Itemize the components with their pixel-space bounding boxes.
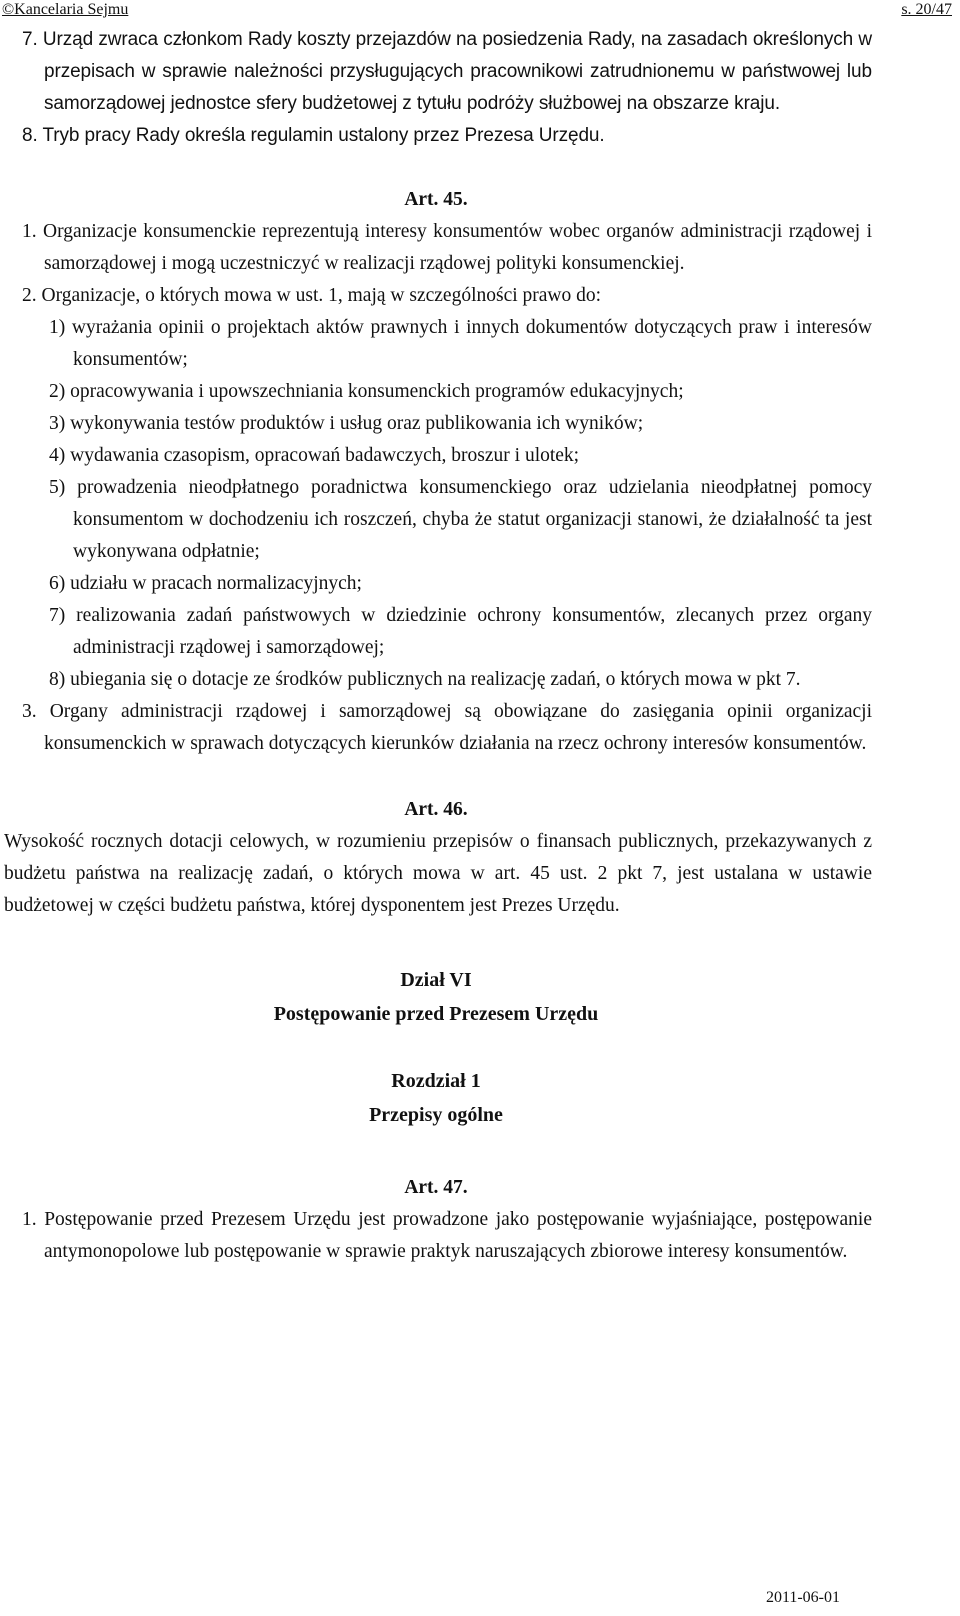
art47-ust-1: 1. Postępowanie przed Prezesem Urzędu jest prowadzone jako postępowanie wyjaśniające, postępowanie antymonopolowe lub postępowanie w sprawie praktyk naruszających zbiorowe interesy konsumentów.	[22, 1209, 872, 1262]
source-label: ©Kancelaria Sejmu	[2, 1, 129, 18]
art45-points-list	[0, 312, 872, 696]
page-header	[0, 0, 960, 20]
footer-date: 2011-06-01	[765, 1589, 840, 1606]
art45-ust-3: 3. Organy administracji rządowej i samorządowej są obowiązane do zasięgania opinii organizacji konsumenckich w sprawach dotyczących kierunków działania na rzecz ochrony interesów konsumentów.	[22, 701, 872, 754]
list-item: 8) ubiegania się o dotacje ze środków publicznych na realizację zadań, o których mowa w pkt 7.	[49, 669, 801, 690]
page-footer	[766, 1588, 840, 1608]
art46-text: Wysokość rocznych dotacji celowych, w rozumieniu przepisów o finansach publicznych, przekazywanych z budżetu państwa na realizację zadań, o których mowa w art. 45 ust. 2 pkt 7, jest ustalana w ustawie budżetowej w części budżetu państwa, której dysponentem jest Prezes Urzędu.	[4, 831, 872, 916]
list-item: 3) wykonywania testów produktów i usług oraz publikowania ich wyników;	[49, 413, 644, 434]
intro-section	[0, 24, 872, 152]
chapter-title: Przepisy ogólne	[369, 1104, 503, 1126]
list-item: 2) opracowywania i upowszechniania konsumenckich programów edukacyjnych;	[49, 381, 684, 402]
list-item: 5) prowadzenia nieodpłatnego poradnictwa konsumenckiego oraz udzielania nieodpłatnej pomocy konsumentom w dochodzeniu ich roszczeń, chyba że statut organizacji stanowi, że działalność ta jest wykonywana odpłatnie;	[49, 477, 872, 562]
page-number: s. 20/47	[901, 1, 952, 18]
document-body	[0, 24, 872, 1268]
paragraph-8: 8. Tryb pracy Rady określa regulamin ustalony przez Prezesa Urzędu.	[22, 125, 605, 146]
chapter-number: Rozdział 1	[391, 1070, 481, 1092]
list-item: 6) udziału w pracach normalizacyjnych;	[49, 573, 362, 594]
article-45-title: Art. 45.	[404, 189, 468, 210]
article-47-title: Art. 47.	[404, 1177, 468, 1198]
art45-ust-2: 2. Organizacje, o których mowa w ust. 1, mają w szczególności prawo do:	[22, 285, 602, 306]
division-number: Dział VI	[400, 969, 472, 991]
division-title: Postępowanie przed Prezesem Urzędu	[273, 1003, 599, 1025]
list-item: 1) wyrażania opinii o projektach aktów prawnych i innych dokumentów dotyczących praw i interesów konsumentów;	[49, 317, 872, 370]
paragraph-7: 7. Urząd zwraca członkom Rady koszty przejazdów na posiedzenia Rady, na zasadach określonych w przepisach w sprawie należności przysługujących pracownikowi zatrudnionemu w państwowej lub samorządowej jednostce sfery budżetowej z tytułu podróży służbowej na obszarze kraju.	[22, 29, 872, 114]
list-item: 4) wydawania czasopism, opracowań badawczych, broszur i ulotek;	[49, 445, 580, 466]
article-46-title: Art. 46.	[404, 799, 468, 820]
list-item: 7) realizowania zadań państwowych w dziedzinie ochrony konsumentów, zlecanych przez organy administracji rządowej i samorządowej;	[49, 605, 872, 658]
art45-ust-1: 1. Organizacje konsumenckie reprezentują interesy konsumentów wobec organów administracji rządowej i samorządowej i mogą uczestniczyć w realizacji rządowej polityki konsumenckiej.	[22, 221, 872, 274]
